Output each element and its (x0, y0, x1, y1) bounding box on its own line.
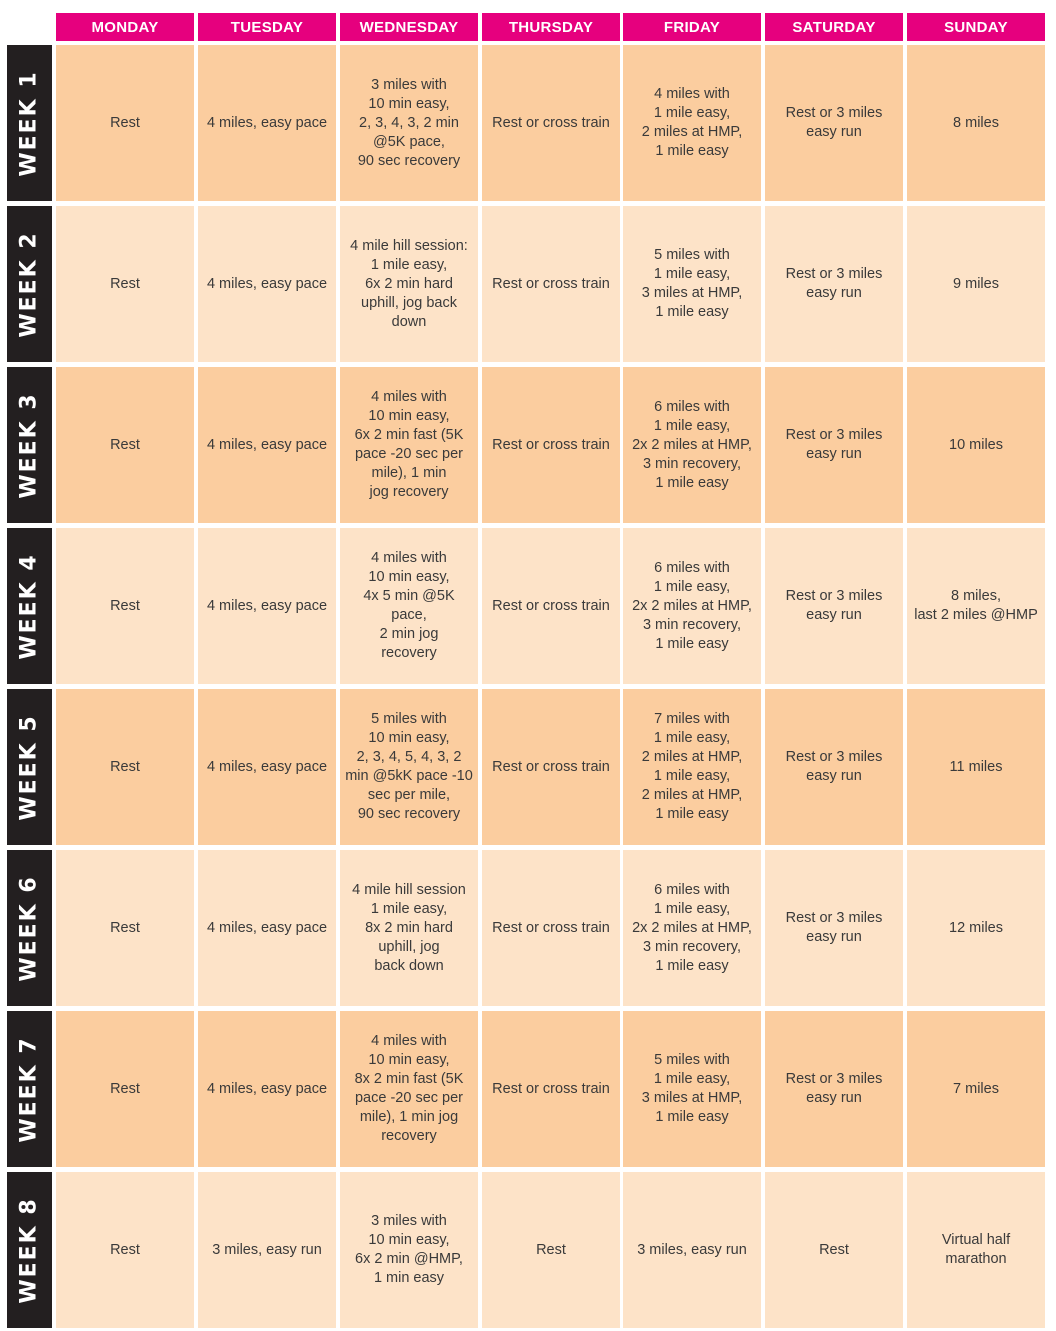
week-1-text: WEEK 1 (17, 69, 42, 177)
week-4-thursday (482, 528, 620, 684)
cell-text: 3 miles with 10 min easy, 2, 3, 4, 3, 2 min @5K pace, 90 sec recovery (357, 76, 461, 169)
header-saturday: SATURDAY (765, 13, 903, 41)
cell-text: 3 miles with 10 min easy, 6x 2 min @HMP, 1 min easy (355, 1213, 463, 1286)
cell-text: 4 miles with 10 min easy, 6x 2 min fast (5K pace -20 sec per mile), 1 min jog recovery (354, 389, 464, 500)
week-7-label (7, 1011, 52, 1167)
week-4-label (7, 528, 52, 684)
week-6-text: WEEK 6 (17, 874, 42, 982)
cell-text: 6 miles with 1 mile easy, 2x 2 miles at HMP, 3 min recovery, 1 mile easy (632, 398, 752, 491)
cell-text: Rest or cross train (492, 919, 610, 936)
week-4-tuesday (198, 528, 336, 684)
week-3-thursday (482, 367, 620, 523)
cell-text: 4 miles with 10 min easy, 8x 2 min fast (5K pace -20 sec per mile), 1 min jog recovery (354, 1033, 464, 1144)
week-7-sunday (907, 1011, 1045, 1167)
week-5-tuesday (198, 689, 336, 845)
week-3-label (7, 367, 52, 523)
week-8-sunday (907, 1172, 1045, 1328)
week-6-friday (623, 850, 761, 1006)
week-4-wednesday (340, 528, 478, 684)
week-5-label (7, 689, 52, 845)
cell-text: Rest or 3 miles easy run (785, 427, 883, 462)
cell-text: 10 miles (949, 436, 1003, 453)
cell-text: Rest (110, 114, 140, 131)
week-4-text: WEEK 4 (17, 552, 42, 660)
week-8-friday (623, 1172, 761, 1328)
cell-text: 4 miles, easy pace (206, 1080, 328, 1097)
cell-text: Rest or 3 miles easy run (785, 1071, 883, 1106)
cell-text: 6 miles with 1 mile easy, 2x 2 miles at HMP, 3 min recovery, 1 mile easy (632, 559, 752, 652)
week-1-sunday (907, 45, 1045, 201)
week-6-wednesday (340, 850, 478, 1006)
week-1-wednesday (340, 45, 478, 201)
week-8-monday (56, 1172, 194, 1328)
week-3-wednesday (340, 367, 478, 523)
week-4-friday (623, 528, 761, 684)
cell-text: 8 miles (953, 114, 999, 131)
week-3-monday (56, 367, 194, 523)
week-8-saturday (765, 1172, 903, 1328)
cell-text: Rest or 3 miles easy run (785, 749, 883, 784)
cell-text: 4 miles, easy pace (206, 597, 328, 614)
week-6-label (7, 850, 52, 1006)
cell-text: 4 miles with 10 min easy, 4x 5 min @5K pace, 2 min jog recovery (363, 550, 455, 661)
cell-text: 4 mile hill session: 1 mile easy, 6x 2 min hard uphill, jog back down (350, 237, 468, 330)
week-2-saturday (765, 206, 903, 362)
header-thursday: THURSDAY (482, 13, 620, 41)
cell-text: Rest or cross train (492, 114, 610, 131)
week-1-tuesday (198, 45, 336, 201)
cell-text: 4 miles, easy pace (206, 758, 328, 775)
week-1-thursday (482, 45, 620, 201)
week-7-wednesday (340, 1011, 478, 1167)
week-4-sunday (907, 528, 1045, 684)
week-5-monday (56, 689, 194, 845)
week-8-tuesday (198, 1172, 336, 1328)
cell-text: Rest or 3 miles easy run (785, 588, 883, 623)
week-7-friday (623, 1011, 761, 1167)
cell-text: 5 miles with 1 mile easy, 3 miles at HMP, 1 mile easy (641, 247, 743, 320)
cell-text: Rest (110, 436, 140, 453)
week-3-sunday (907, 367, 1045, 523)
week-5-saturday (765, 689, 903, 845)
cell-text: Rest or cross train (492, 436, 610, 453)
cell-text: 4 miles, easy pace (206, 436, 328, 453)
week-5-friday (623, 689, 761, 845)
header-tuesday: TUESDAY (198, 13, 336, 41)
header-friday: FRIDAY (623, 13, 761, 41)
week-2-tuesday (198, 206, 336, 362)
week-8-text: WEEK 8 (17, 1196, 42, 1304)
week-7-tuesday (198, 1011, 336, 1167)
cell-text: 9 miles (953, 275, 999, 292)
cell-text: Rest or 3 miles easy run (785, 105, 883, 140)
cell-text: 4 miles, easy pace (206, 919, 328, 936)
cell-text: 5 miles with 10 min easy, 2, 3, 4, 5, 4, 3, 2 min @5kK pace -10 sec per mile, 90 sec recovery (345, 711, 473, 822)
week-3-tuesday (198, 367, 336, 523)
week-2-label (7, 206, 52, 362)
week-8-thursday (482, 1172, 620, 1328)
week-1-saturday (765, 45, 903, 201)
cell-text: Rest or 3 miles easy run (785, 266, 883, 301)
cell-text: Rest (536, 1241, 566, 1258)
cell-text: 4 mile hill session 1 mile easy, 8x 2 min hard uphill, jog back down (352, 881, 466, 974)
cell-text: 7 miles (953, 1080, 999, 1097)
week-2-friday (623, 206, 761, 362)
cell-text: 8 miles, last 2 miles @HMP (914, 588, 1038, 623)
week-5-thursday (482, 689, 620, 845)
cell-text: Rest (110, 275, 140, 292)
week-2-monday (56, 206, 194, 362)
cell-text: 11 miles (949, 758, 1003, 775)
week-4-monday (56, 528, 194, 684)
week-3-friday (623, 367, 761, 523)
week-6-thursday (482, 850, 620, 1006)
week-5-sunday (907, 689, 1045, 845)
cell-text: Virtual half marathon (941, 1232, 1011, 1267)
week-6-saturday (765, 850, 903, 1006)
week-2-thursday (482, 206, 620, 362)
cell-text: Rest (819, 1241, 849, 1258)
week-8-label (7, 1172, 52, 1328)
cell-text: 4 miles, easy pace (206, 114, 328, 131)
week-4-saturday (765, 528, 903, 684)
cell-text: Rest (110, 1241, 140, 1258)
week-1-monday (56, 45, 194, 201)
week-6-tuesday (198, 850, 336, 1006)
cell-text: Rest (110, 597, 140, 614)
week-6-monday (56, 850, 194, 1006)
week-2-text: WEEK 2 (17, 230, 42, 338)
week-6-sunday (907, 850, 1045, 1006)
cell-text: Rest (110, 758, 140, 775)
week-7-thursday (482, 1011, 620, 1167)
week-7-text: WEEK 7 (17, 1035, 42, 1143)
cell-text: Rest or cross train (492, 275, 610, 292)
week-1-friday (623, 45, 761, 201)
cell-text: Rest or cross train (492, 1080, 610, 1097)
cell-text: Rest or 3 miles easy run (785, 910, 883, 945)
header-wednesday: WEDNESDAY (340, 13, 478, 41)
cell-text: Rest (110, 1080, 140, 1097)
cell-text: 4 miles with 1 mile easy, 2 miles at HMP, 1 mile easy (641, 86, 743, 159)
cell-text: Rest or cross train (492, 758, 610, 775)
week-8-wednesday (340, 1172, 478, 1328)
cell-text: 5 miles with 1 mile easy, 3 miles at HMP, 1 mile easy (641, 1052, 743, 1125)
week-2-wednesday (340, 206, 478, 362)
header-sunday: SUNDAY (907, 13, 1045, 41)
week-5-wednesday (340, 689, 478, 845)
week-3-saturday (765, 367, 903, 523)
week-7-monday (56, 1011, 194, 1167)
header-monday: MONDAY (56, 13, 194, 41)
week-2-sunday (907, 206, 1045, 362)
cell-text: 12 miles (949, 919, 1003, 936)
cell-text: 6 miles with 1 mile easy, 2x 2 miles at HMP, 3 min recovery, 1 mile easy (632, 881, 752, 974)
week-5-text: WEEK 5 (17, 713, 42, 821)
cell-text: 3 miles, easy run (212, 1241, 322, 1258)
cell-text: 7 miles with 1 mile easy, 2 miles at HMP, 1 mile easy, 2 miles at HMP, 1 mile easy (641, 711, 743, 822)
cell-text: 4 miles, easy pace (206, 275, 328, 292)
cell-text: 3 miles, easy run (637, 1241, 747, 1258)
cell-text: Rest (110, 919, 140, 936)
cell-text: Rest or cross train (492, 597, 610, 614)
week-3-text: WEEK 3 (17, 391, 42, 499)
week-7-saturday (765, 1011, 903, 1167)
week-1-label (7, 45, 52, 201)
